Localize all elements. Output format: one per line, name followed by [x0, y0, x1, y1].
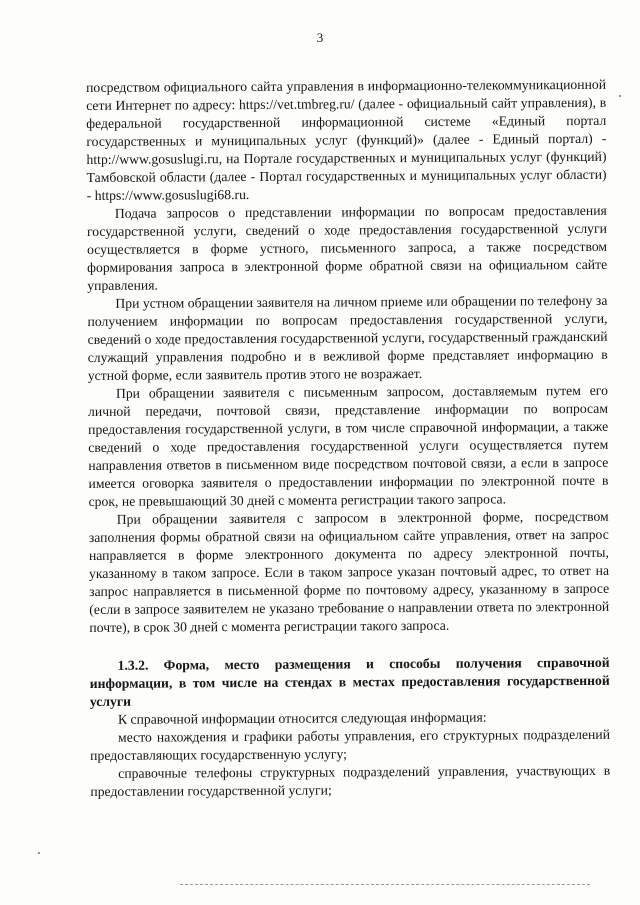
list-item: место нахождения и графики работы управления, его структурных подразделений предоставляющих государственную услугу;	[90, 726, 611, 763]
scan-speck	[38, 852, 40, 854]
paragraph-electronic-request: При обращении заявителя с запросом в электронной форме, посредством заполнения формы обратной связи на официальном сайте управления, ответ на запрос направляется в форме электронного документа по адресу электронной почты, указанному в таком запросе. Если в таком запросе указан почтовый адрес, то ответ на запрос направляется в письменной форме по почтовому адресу, указанному в запросе (если в запросе заявителем не указано требование о направлении ответа по электронной почте), в срок 30 дней с момента регистрации такого запроса.	[88, 508, 610, 635]
page-number: 3	[316, 30, 324, 45]
list-item: справочные телефоны структурных подразделений управления, участвующих в предоставлении государственной услуги;	[90, 762, 611, 799]
paragraph-request-forms: Подача запросов о представлении информации по вопросам предоставления государственной услуги, сведений о ходе предоставления государственной услуги осуществляется в форме устного, письменного запроса, а также посредством формирования запроса в электронной форме обратной связи на официальном сайте управления.	[86, 202, 608, 293]
section-heading-1-3-2: 1.3.2. Форма, место размещения и способы получения справочной информации, в том числе на стендах в местах предоставления государственной услуги	[89, 654, 610, 709]
scan-speck	[619, 95, 621, 97]
reference-info-intro: К справочной информации относится следующая информация:	[117, 709, 487, 727]
footer-rule	[180, 884, 590, 885]
document-body	[86, 76, 610, 801]
paragraph-oral-request: При устном обращении заявителя на личном приеме или обращении по телефону за получением информации по вопросам предоставления государственной услуги, сведений о ходе предоставления государственной услуги, государственный гражданский служащий управления подробно и в вежливой форме представляет информацию в устной форме, если заявитель против этого не возражает.	[87, 292, 608, 383]
paragraph-written-request: При обращении заявителя с письменным запросом, доставляемым путем его личной передачи, почтовой связи, представление информации по вопросам предоставления государственной услуги, в том числе справочной информации, а также сведений о ходе предоставления государственной услуги осуществляется путем направления ответов в письменном виде посредством почтовой связи, а если в запросе имеется оговорка заявителя о предоставлении информации по электронной почте в срок, не превышающий 30 дней с момента регистрации такого запроса.	[87, 382, 609, 509]
paragraph-contacts-continuation: посредством официального сайта управления в информационно-телекоммуникационной сети Интернет по адресу: https://vet.tmbreg.ru/ (далее - официальный сайт управления), в федеральной государственной информационной системе «Единый портал государственных и муниципальных услуг (функций)» (далее - Единый портал) - http://www.gosuslugi.ru, на Портале государственных и муниципальных услуг (функций) Тамбовской области (далее - Портал государственных и муниципальных услуг области) - https://www.gosuslugi68.ru.	[86, 76, 607, 203]
